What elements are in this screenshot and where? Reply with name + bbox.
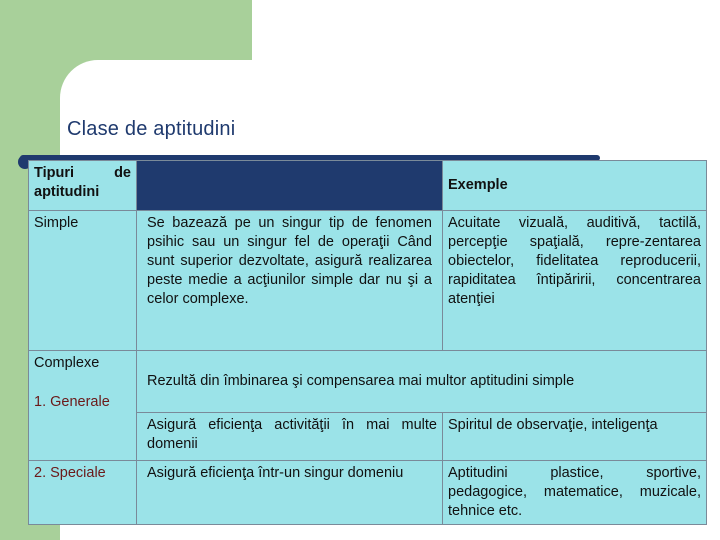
table-row <box>29 351 707 413</box>
row-special-type: 2. Speciale <box>29 461 137 525</box>
row-general-description: Asigură eficienţa activităţii în mai multe domenii <box>137 413 443 461</box>
row-complex-description: Rezultă din îmbinarea şi compensarea mai multor aptitudini simple <box>137 351 707 413</box>
slide-title: Clase de aptitudini <box>67 118 236 140</box>
header-description <box>137 161 443 211</box>
table-row <box>29 461 707 525</box>
complex-label: Complexe <box>34 355 100 371</box>
header-types: Tipuri de aptitudini <box>29 161 137 211</box>
header-examples: Exemple <box>443 161 707 211</box>
row-simple-description: Se bazează pe un singur tip de fenomen psihic sau un singur fel de operaţii Când sunt superior dezvoltate, asigură realizarea peste medie a acţiunilor simple dar nu şi a celor complexe. <box>137 211 443 351</box>
row-special-description: Asigură eficienţa într-un singur domeniu <box>137 461 443 525</box>
row-complex-type <box>29 351 137 461</box>
general-label: 1. Generale <box>34 394 110 410</box>
table-row <box>29 211 707 351</box>
table-header-row <box>29 161 707 211</box>
row-special-examples: Aptitudini plastice, sportive, pedagogice, matematice, muzicale, tehnice etc. <box>443 461 707 525</box>
aptitudes-table <box>28 160 707 525</box>
row-simple-examples: Acuitate vizuală, auditivă, tactilă, percepţie spaţială, repre-zentarea obiectelor, fidelitatea reproducerii, rapiditatea întipăririi, concentrarea atenţiei <box>443 211 707 351</box>
row-general-examples: Spiritul de observaţie, inteligenţa <box>443 413 707 461</box>
row-simple-type: Simple <box>29 211 137 351</box>
